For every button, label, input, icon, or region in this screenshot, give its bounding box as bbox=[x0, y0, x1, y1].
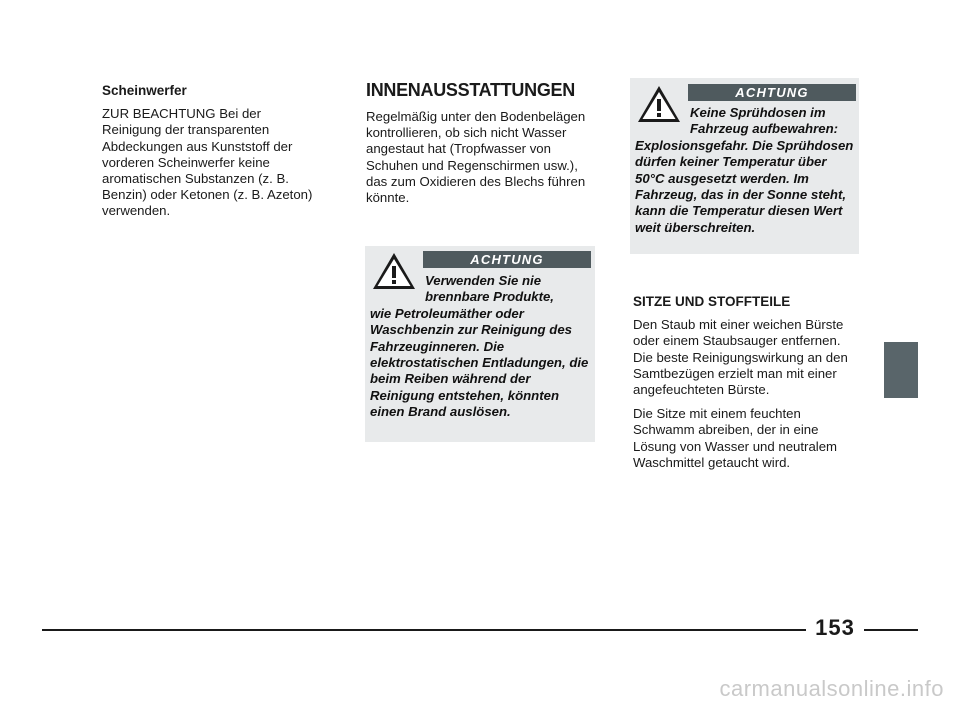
warning-label: ACHTUNG bbox=[688, 84, 856, 101]
warning-text bbox=[370, 273, 592, 421]
warning-body: Explosionsgefahr. Die Sprühdosen dürfen keiner Temperatur über 50°C ausgesetzt werden. Im Fahrzeug, das in der Sonne steht, kann die Temperatur diesen Wert weit überschreiten. bbox=[635, 137, 854, 235]
seats-heading: SITZE UND STOFFTEILE bbox=[633, 294, 791, 309]
warning-label: ACHTUNG bbox=[423, 251, 591, 268]
seats-paragraph-1: Den Staub mit einer weichen Bürste oder einem Staubsauger entfernen. Die beste Reinigungswirkung an den Samtbezügen erzielt man mit einer angefeuchteten Bürste. bbox=[633, 317, 848, 398]
warning-line-1: Verwenden Sie nie bbox=[425, 273, 542, 288]
right-column bbox=[633, 294, 861, 479]
interior-paragraph: Regelmäßig unter den Bodenbelägen kontrollieren, ob sich nicht Wasser angestaut hat (Tropfwasser von Schuhen und Regenschirmen usw.), das zum Oxidieren des Blechs führen könnte. bbox=[366, 109, 586, 206]
warning-box-spray bbox=[630, 78, 859, 254]
middle-column bbox=[366, 79, 598, 214]
page-number: 153 bbox=[815, 615, 855, 640]
seats-paragraph-2: Die Sitze mit einem feuchten Schwamm abreiben, der in eine Lösung von Wasser und neutralem Waschmittel getaucht wird. bbox=[633, 406, 838, 470]
headlights-paragraph: ZUR BEACHTUNG Bei der Reinigung der transparenten Abdeckungen aus Kunststoff der vorderen Scheinwerfer keine aromatischen Substanzen (z. B. Benzin) oder Ketonen (z. B. Azeton) verwenden. bbox=[102, 106, 313, 219]
footer-rule-left bbox=[42, 629, 806, 631]
footer-rule-right bbox=[864, 629, 918, 631]
warning-line-1: Keine Sprühdosen im bbox=[690, 105, 826, 120]
warning-line-2: brennbare Produkte, bbox=[425, 289, 554, 305]
left-column bbox=[102, 83, 317, 228]
watermark: carmanualsonline.info bbox=[719, 676, 944, 701]
warning-box-flammable bbox=[365, 246, 595, 442]
warning-text bbox=[635, 105, 857, 236]
warning-body: wie Petroleumäther oder Waschbenzin zur Reinigung des Fahrzeuginneren. Die elektrostatischen Entladungen, die beim Reiben während der Reinigung entstehen, könnten einen Brand auslösen. bbox=[370, 305, 589, 420]
section-tab-marker bbox=[884, 342, 918, 398]
headlights-heading: Scheinwerfer bbox=[102, 83, 187, 98]
warning-line-2: Fahrzeug aufbewahren: bbox=[690, 121, 839, 137]
interior-heading: INNENAUSSTATTUNGEN bbox=[366, 80, 575, 100]
